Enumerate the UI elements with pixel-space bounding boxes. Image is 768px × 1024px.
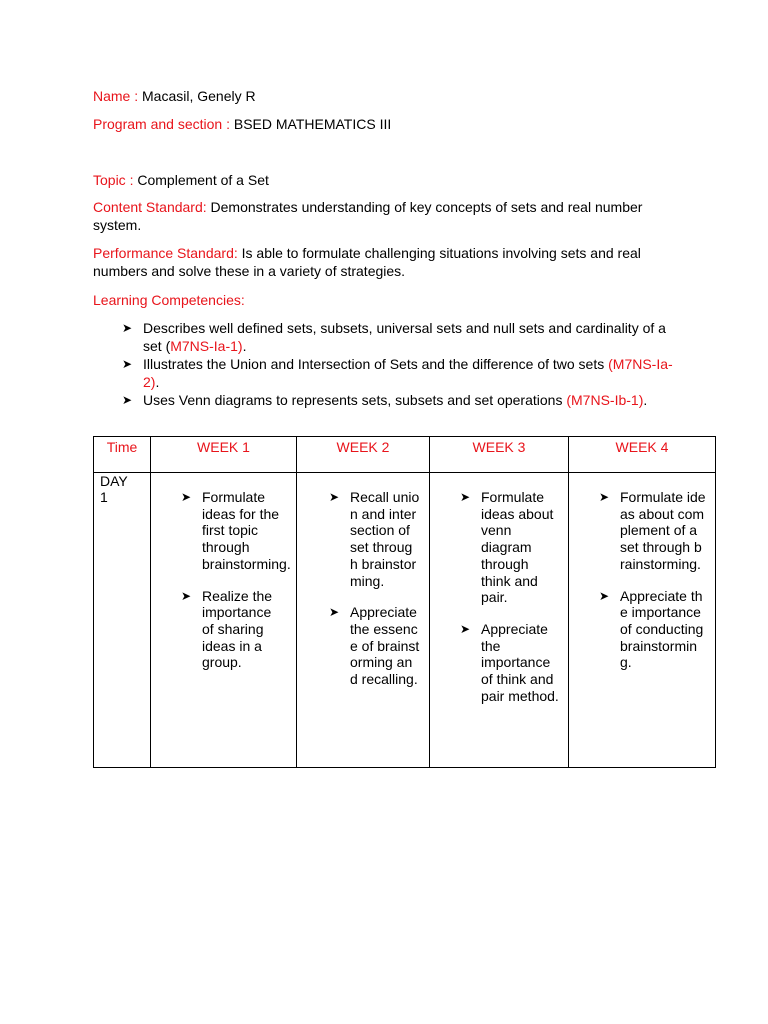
activity-item: ➤ Appreciate the importance of conducting brainstorming.: [599, 587, 704, 671]
arrow-bullet-icon: ➤: [181, 490, 192, 504]
arrow-bullet-icon: ➤: [122, 393, 133, 407]
performance-standard-value: Is able to formulate challenging situations involving sets and real numbers and solve these in a variety of strategies.: [93, 245, 641, 279]
competencies-label: Learning Competencies:: [93, 292, 245, 308]
topic-label: Topic :: [93, 172, 134, 188]
activity-item: ➤ Recall union and intersection of set through brainstorming.: [329, 489, 420, 589]
arrow-bullet-icon: ➤: [599, 490, 610, 504]
name-line: [93, 88, 256, 105]
content-standard-label: Content Standard:: [93, 199, 207, 215]
header-time: Time: [94, 437, 151, 473]
activity-item: ➤ Appreciate the essence of brainstorming and recalling.: [329, 604, 420, 688]
program-value: BSED MATHEMATICS III: [233, 116, 392, 132]
competency-item: ➤ Illustrates the Union and Intersection of Sets and the difference of two sets (M7NS-Ia-2).: [122, 356, 673, 390]
program-line: [93, 116, 391, 133]
arrow-bullet-icon: ➤: [329, 490, 340, 504]
arrow-bullet-icon: ➤: [122, 321, 133, 335]
header-week-1: WEEK 1: [151, 437, 297, 473]
activity-item: ➤ Appreciate the importance of think and pair method.: [460, 620, 559, 704]
content-standard-value: Demonstrates understanding of key concepts of sets and real number system.: [93, 199, 643, 233]
arrow-bullet-icon: ➤: [329, 605, 340, 620]
week-4-cell: [569, 473, 716, 768]
arrow-bullet-icon: ➤: [460, 621, 471, 636]
topic-value: Complement of a Set: [137, 172, 269, 188]
header-week-3: WEEK 3: [430, 437, 569, 473]
activity-item: ➤ Realize the importance of sharing ideas in a group.: [181, 587, 273, 671]
competency-item: ➤ Uses Venn diagrams to represents sets, subsets and set operations (M7NS-Ib-1).: [122, 392, 648, 408]
week-2-cell: [297, 473, 430, 768]
arrow-bullet-icon: ➤: [181, 588, 192, 603]
arrow-bullet-icon: ➤: [122, 357, 133, 371]
content-standard: [93, 198, 693, 234]
arrow-bullet-icon: ➤: [599, 588, 610, 603]
header-week-4: WEEK 4: [569, 437, 716, 473]
performance-standard: [93, 244, 693, 280]
table-header-row: [94, 437, 716, 473]
performance-standard-label: Performance Standard:: [93, 245, 238, 261]
arrow-bullet-icon: ➤: [460, 490, 471, 504]
week-1-cell: [151, 473, 297, 768]
table-row: [94, 473, 716, 768]
activity-item: ➤ Formulate ideas about venn diagram through think and pair.: [460, 489, 554, 606]
activity-item: ➤ Formulate ideas for the first topic through brainstorming.: [181, 489, 291, 572]
competencies-list: [122, 319, 682, 409]
name-value: Macasil, Genely R: [142, 88, 256, 104]
schedule-table: [93, 436, 716, 768]
week-3-cell: [430, 473, 569, 768]
topic-line: [93, 172, 269, 189]
name-label: Name :: [93, 88, 139, 104]
competency-item: ➤ Describes well defined sets, subsets, universal sets and null sets and cardinality of a set (M7NS-Ia-1).: [122, 320, 666, 354]
day-cell: DAY 1: [94, 473, 151, 768]
activity-item: ➤ Formulate ideas about complement of a set through brainstorming.: [599, 489, 706, 572]
header-week-2: WEEK 2: [297, 437, 430, 473]
program-label: Program and section :: [93, 116, 230, 132]
